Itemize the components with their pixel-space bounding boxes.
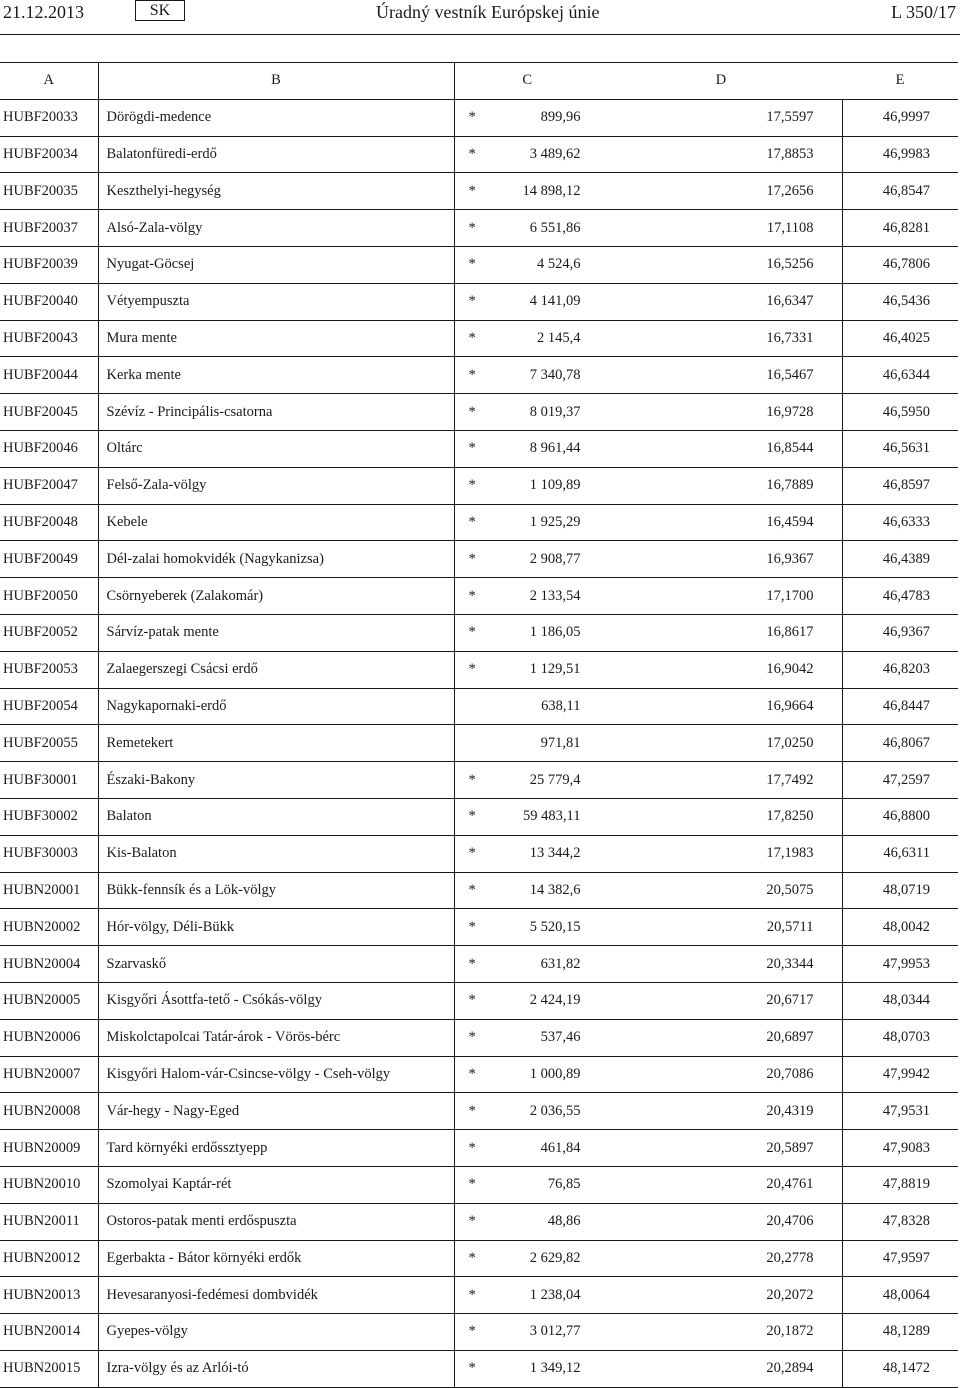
site-latitude: 46,9997 [842,99,958,136]
table-row [0,99,958,136]
site-area-cell [454,1093,600,1130]
table-row [0,909,958,946]
site-area-cell [454,725,600,762]
site-area: 14 382,6 [529,881,581,898]
priority-marker: * [468,477,476,494]
site-area: 14 898,12 [522,182,581,199]
site-longitude: 16,9042 [600,651,842,688]
priority-marker: * [468,182,476,199]
site-area: 537,46 [540,1029,581,1046]
site-area-cell [454,504,600,541]
table-row [0,467,958,504]
site-area: 631,82 [540,955,581,972]
site-longitude: 17,5597 [600,99,842,136]
site-code: HUBN20008 [0,1093,98,1130]
site-longitude: 20,3344 [600,946,842,983]
priority-marker: * [468,513,476,530]
site-latitude: 46,6311 [842,835,958,872]
site-name: Alsó-Zala-völgy [98,210,454,247]
site-latitude: 46,8800 [842,798,958,835]
site-area: 2 424,19 [529,992,581,1009]
priority-marker: * [468,1139,476,1156]
site-latitude: 48,0042 [842,909,958,946]
site-code: HUBF20039 [0,246,98,283]
site-longitude: 20,7086 [600,1056,842,1093]
site-area: 6 551,86 [529,219,581,236]
site-code: HUBF20054 [0,688,98,725]
site-latitude: 47,9597 [842,1240,958,1277]
table-row [0,1350,958,1387]
site-name: Kebele [98,504,454,541]
table-row [0,136,958,173]
site-latitude: 47,9942 [842,1056,958,1093]
site-name: Szomolyai Kaptár-rét [98,1166,454,1203]
site-area-cell [454,1314,600,1351]
site-name: Zalaegerszegi Csácsi erdő [98,651,454,688]
priority-marker: * [468,881,476,898]
site-longitude: 17,7492 [600,762,842,799]
site-area: 461,84 [540,1139,581,1156]
site-name: Nyugat-Göcsej [98,246,454,283]
site-code: HUBN20005 [0,982,98,1019]
site-code: HUBF20047 [0,467,98,504]
site-area-cell [454,467,600,504]
site-code: HUBN20002 [0,909,98,946]
site-longitude: 16,8544 [600,430,842,467]
site-area: 59 483,11 [523,808,581,825]
site-longitude: 20,4706 [600,1203,842,1240]
site-code: HUBN20011 [0,1203,98,1240]
site-longitude: 17,8250 [600,798,842,835]
site-latitude: 47,9531 [842,1093,958,1130]
site-area-cell [454,173,600,210]
table-row [0,430,958,467]
site-longitude: 20,6897 [600,1019,842,1056]
site-longitude: 16,7331 [600,320,842,357]
site-code: HUBN20007 [0,1056,98,1093]
table-row [0,1056,958,1093]
site-area-cell [454,283,600,320]
site-code: HUBF20055 [0,725,98,762]
priority-marker: * [468,1249,476,1266]
site-longitude: 16,9664 [600,688,842,725]
site-area: 7 340,78 [529,366,581,383]
priority-marker: * [468,550,476,567]
site-area: 4 141,09 [529,293,581,310]
priority-marker: * [468,845,476,862]
site-name: Hevesaranyosi-fedémesi dombvidék [98,1277,454,1314]
table-row [0,173,958,210]
site-name: Dörögdi-medence [98,99,454,136]
site-code: HUBN20001 [0,872,98,909]
site-longitude: 20,2072 [600,1277,842,1314]
table-row [0,1130,958,1167]
table-row [0,982,958,1019]
priority-marker: * [468,145,476,162]
site-name: Ostoros-patak menti erdőspuszta [98,1203,454,1240]
site-code: HUBN20004 [0,946,98,983]
site-code: HUBF20034 [0,136,98,173]
site-name: Egerbakta - Bátor környéki erdők [98,1240,454,1277]
site-area: 25 779,4 [529,771,581,788]
site-latitude: 47,9083 [842,1130,958,1167]
site-longitude: 16,6347 [600,283,842,320]
priority-marker: * [468,1029,476,1046]
site-code: HUBF30002 [0,798,98,835]
site-code: HUBF20048 [0,504,98,541]
site-area-cell [454,1277,600,1314]
site-latitude: 46,5950 [842,394,958,431]
site-name: Felső-Zala-völgy [98,467,454,504]
site-longitude: 16,4594 [600,504,842,541]
site-area: 48,86 [547,1213,581,1230]
site-area: 2 145,4 [537,329,581,346]
priority-marker: * [468,661,476,678]
site-code: HUBN20013 [0,1277,98,1314]
priority-marker: * [468,1286,476,1303]
site-latitude: 47,9953 [842,946,958,983]
table-row [0,283,958,320]
site-latitude: 46,8547 [842,173,958,210]
site-longitude: 17,2656 [600,173,842,210]
site-code: HUBN20014 [0,1314,98,1351]
sites-table [0,62,958,1388]
site-area-cell [454,614,600,651]
site-latitude: 46,7806 [842,246,958,283]
site-area: 8 019,37 [529,403,581,420]
site-name: Mura mente [98,320,454,357]
table-body [0,99,958,1387]
site-code: HUBN20015 [0,1350,98,1387]
page-reference: L 350/17 [891,2,956,22]
site-area: 971,81 [540,734,581,751]
site-name: Szévíz - Principális-csatorna [98,394,454,431]
site-name: Izra-völgy és az Arlói-tó [98,1350,454,1387]
site-longitude: 16,9367 [600,541,842,578]
site-name: Dél-zalai homokvidék (Nagykanizsa) [98,541,454,578]
site-latitude: 46,4389 [842,541,958,578]
table-row [0,1019,958,1056]
site-latitude: 47,8328 [842,1203,958,1240]
site-code: HUBF20043 [0,320,98,357]
site-longitude: 17,8853 [600,136,842,173]
site-latitude: 46,8067 [842,725,958,762]
site-area-cell [454,1203,600,1240]
site-area-cell [454,210,600,247]
site-area-cell [454,136,600,173]
site-area-cell [454,651,600,688]
site-name: Csörnyeberek (Zalakomár) [98,578,454,615]
site-area-cell [454,541,600,578]
journal-title: Úradný vestník Európskej únie [376,2,600,22]
site-latitude: 46,9983 [842,136,958,173]
table-row [0,798,958,835]
site-name: Kisgyőri Ásottfa-tető - Csókás-völgy [98,982,454,1019]
site-area-cell [454,1240,600,1277]
site-latitude: 46,5631 [842,430,958,467]
site-area-cell [454,394,600,431]
site-area: 1 238,04 [529,1286,581,1303]
priority-marker: * [468,771,476,788]
priority-marker: * [468,1176,476,1193]
site-latitude: 46,9367 [842,614,958,651]
site-name: Vétyempuszta [98,283,454,320]
site-name: Kerka mente [98,357,454,394]
priority-marker: * [468,219,476,236]
table-row [0,1240,958,1277]
site-area: 1 109,89 [529,477,581,494]
site-code: HUBF30001 [0,762,98,799]
site-longitude: 20,5075 [600,872,842,909]
site-name: Sárvíz-patak mente [98,614,454,651]
site-name: Oltárc [98,430,454,467]
site-area: 76,85 [547,1176,581,1193]
site-longitude: 16,8617 [600,614,842,651]
site-latitude: 46,6333 [842,504,958,541]
site-code: HUBN20012 [0,1240,98,1277]
table-row [0,578,958,615]
site-latitude: 48,1289 [842,1314,958,1351]
priority-marker: * [468,1102,476,1119]
priority-marker: * [468,624,476,641]
site-code: HUBF20045 [0,394,98,431]
site-area-cell [454,946,600,983]
site-longitude: 20,5711 [600,909,842,946]
site-code: HUBN20006 [0,1019,98,1056]
table-row [0,246,958,283]
site-latitude: 48,0344 [842,982,958,1019]
site-longitude: 16,5467 [600,357,842,394]
priority-marker: * [468,918,476,935]
table-row [0,835,958,872]
site-latitude: 46,8447 [842,688,958,725]
site-name: Hór-völgy, Déli-Bükk [98,909,454,946]
table-row [0,1093,958,1130]
publication-date: 21.12.2013 [3,2,84,22]
site-area: 4 524,6 [537,256,581,273]
site-latitude: 48,1472 [842,1350,958,1387]
site-area: 2 133,54 [529,587,581,604]
site-code: HUBF20050 [0,578,98,615]
site-area-cell [454,246,600,283]
column-header-e: E [842,63,958,100]
site-area: 1 349,12 [529,1360,581,1377]
site-area: 2 629,82 [529,1249,581,1266]
table-header-row [0,63,958,100]
site-area-cell [454,1166,600,1203]
site-area-cell [454,99,600,136]
site-longitude: 17,0250 [600,725,842,762]
table-row [0,614,958,651]
site-code: HUBN20009 [0,1130,98,1167]
language-badge: SK [135,0,185,21]
site-code: HUBF20053 [0,651,98,688]
site-name: Szarvaskő [98,946,454,983]
table-row [0,210,958,247]
table-row [0,320,958,357]
site-longitude: 16,5256 [600,246,842,283]
column-header-a: A [0,63,98,100]
site-longitude: 20,1872 [600,1314,842,1351]
site-name: Miskolctapolcai Tatár-árok - Vörös-bérc [98,1019,454,1056]
table-row [0,1203,958,1240]
site-area-cell [454,578,600,615]
table-row [0,394,958,431]
site-name: Keszthelyi-hegység [98,173,454,210]
site-area: 1 000,89 [529,1065,581,1082]
site-area-cell [454,798,600,835]
site-area: 899,96 [540,109,581,126]
priority-marker: * [468,440,476,457]
site-name: Remetekert [98,725,454,762]
site-latitude: 47,2597 [842,762,958,799]
site-latitude: 46,8597 [842,467,958,504]
site-latitude: 46,6344 [842,357,958,394]
site-latitude: 48,0703 [842,1019,958,1056]
site-area-cell [454,762,600,799]
priority-marker: * [468,808,476,825]
priority-marker: * [468,955,476,972]
site-name: Kis-Balaton [98,835,454,872]
priority-marker: * [468,1323,476,1340]
table-row [0,541,958,578]
table-row [0,1166,958,1203]
site-code: HUBF20037 [0,210,98,247]
site-latitude: 48,0719 [842,872,958,909]
site-longitude: 20,4319 [600,1093,842,1130]
site-longitude: 20,6717 [600,982,842,1019]
priority-marker: * [468,366,476,383]
site-code: HUBF20049 [0,541,98,578]
table-row [0,946,958,983]
site-area-cell [454,357,600,394]
site-longitude: 17,1108 [600,210,842,247]
site-latitude: 48,0064 [842,1277,958,1314]
page-header [0,0,960,28]
priority-marker: * [468,587,476,604]
site-area-cell [454,688,600,725]
priority-marker: * [468,1065,476,1082]
priority-marker: * [468,256,476,273]
site-code: HUBF20044 [0,357,98,394]
site-code: HUBF20052 [0,614,98,651]
site-latitude: 46,4025 [842,320,958,357]
site-area: 1 129,51 [529,661,581,678]
table-row [0,651,958,688]
site-name: Balaton [98,798,454,835]
site-area: 3 489,62 [529,145,581,162]
column-header-b: B [98,63,454,100]
site-latitude: 46,8281 [842,210,958,247]
site-longitude: 16,7889 [600,467,842,504]
site-latitude: 46,8203 [842,651,958,688]
site-area-cell [454,872,600,909]
site-longitude: 20,5897 [600,1130,842,1167]
header-divider [0,34,960,35]
site-name: Vár-hegy - Nagy-Eged [98,1093,454,1130]
table-row [0,725,958,762]
table-row [0,688,958,725]
site-area-cell [454,320,600,357]
priority-marker: * [468,992,476,1009]
site-area-cell [454,982,600,1019]
priority-marker: * [468,329,476,346]
priority-marker: * [468,1360,476,1377]
site-code: HUBF20040 [0,283,98,320]
site-code: HUBF20046 [0,430,98,467]
site-code: HUBN20010 [0,1166,98,1203]
column-header-c: C [454,63,600,100]
site-code: HUBF30003 [0,835,98,872]
site-area: 13 344,2 [529,845,581,862]
priority-marker: * [468,403,476,420]
site-area-cell [454,835,600,872]
table-row [0,872,958,909]
table-row [0,357,958,394]
site-area: 1 925,29 [529,513,581,530]
site-area: 638,11 [541,697,581,714]
site-latitude: 46,5436 [842,283,958,320]
site-area: 2 036,55 [529,1102,581,1119]
column-header-d: D [600,63,842,100]
site-longitude: 17,1983 [600,835,842,872]
priority-marker: * [468,1213,476,1230]
site-code: HUBF20033 [0,99,98,136]
table-row [0,504,958,541]
site-latitude: 47,8819 [842,1166,958,1203]
site-area-cell [454,1350,600,1387]
site-latitude: 46,4783 [842,578,958,615]
table-row [0,1277,958,1314]
site-name: Gyepes-völgy [98,1314,454,1351]
site-area-cell [454,430,600,467]
site-area-cell [454,1019,600,1056]
site-area-cell [454,1130,600,1167]
table-row [0,1314,958,1351]
site-name: Északi-Bakony [98,762,454,799]
site-name: Nagykapornaki-erdő [98,688,454,725]
site-area: 3 012,77 [529,1323,581,1340]
site-name: Balatonfüredi-erdő [98,136,454,173]
site-area-cell [454,909,600,946]
site-area: 5 520,15 [529,918,581,935]
site-longitude: 20,2894 [600,1350,842,1387]
site-longitude: 20,2778 [600,1240,842,1277]
site-longitude: 20,4761 [600,1166,842,1203]
site-area-cell [454,1056,600,1093]
site-area: 1 186,05 [529,624,581,641]
site-name: Bükk-fennsík és a Lök-völgy [98,872,454,909]
site-name: Kisgyőri Halom-vár-Csincse-völgy - Cseh-völgy [98,1056,454,1093]
site-longitude: 17,1700 [600,578,842,615]
site-area: 8 961,44 [529,440,581,457]
priority-marker: * [468,293,476,310]
site-area: 2 908,77 [529,550,581,567]
priority-marker: * [468,109,476,126]
site-name: Tard környéki erdőssztyepp [98,1130,454,1167]
table-row [0,762,958,799]
site-code: HUBF20035 [0,173,98,210]
site-longitude: 16,9728 [600,394,842,431]
